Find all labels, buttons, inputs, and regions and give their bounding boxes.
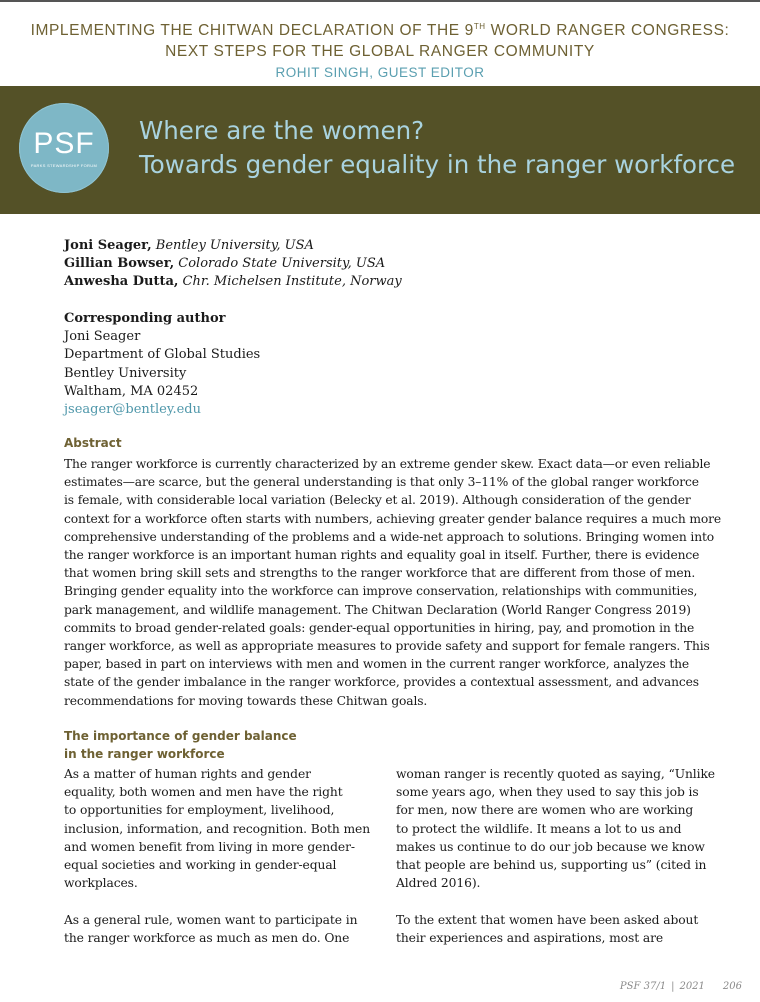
corresponding-author-heading: Corresponding author [64,311,226,326]
footer-volume: 37/1 [643,981,667,992]
article-title [139,114,735,182]
body-line: to protect the wildlife. It means a lot to us and [396,821,682,836]
body-line: To the extent that women have been asked about [396,913,699,927]
page-number: 206 [722,981,742,992]
email-link[interactable]: jseager@bentley.edu [64,402,201,418]
top-rule [0,0,760,2]
author-affiliation: Colorado State University, USA [178,256,386,271]
article-title-line1: Where are the women? [139,116,425,145]
psf-logo [19,103,109,193]
abstract-line: Bringing gender equality into the workforce can improve conservation, relationships with communities, [64,584,698,599]
series-title-line2: NEXT STEPS FOR THE GLOBAL RANGER COMMUNITY [165,43,595,60]
author-entry [64,237,402,255]
abstract-line: estimates—are scarce, but the general understanding is that only 3–11% of the global ranger workforce [64,475,699,490]
abstract-line: park management, and wildlife management. The Chitwan Declaration (World Ranger Congress 2019) [64,602,691,617]
footer-journal: PSF [619,981,641,992]
abstract-line: paper, based in part on interviews with men and women in the current ranger workforce, analyzes the [64,657,690,672]
body-line: equality, both women and men have the right [64,785,343,800]
body-line: woman ranger is recently quoted as saying, “Unlike [396,767,715,781]
series-title-superscript: TH [473,22,486,31]
series-title-part1: IMPLEMENTING THE CHITWAN DECLARATION OF THE 9 [30,22,474,39]
body-line: that people are behind us, supporting us” (cited in [396,858,707,873]
author-name: Anwesha Dutta, [64,274,179,289]
guest-editor: ROHIT SINGH, GUEST EDITOR [275,65,485,80]
author-affiliation: Bentley University, USA [155,238,314,253]
body-line: some years ago, when they used to say this job is [396,785,699,800]
author-name: Joni Seager, [64,238,152,253]
author-affiliation: Chr. Michelsen Institute, Norway [182,274,402,289]
series-title-part2: WORLD RANGER CONGRESS: [485,22,730,39]
body-line: their experiences and aspirations, most are [396,931,664,946]
series-header [0,16,760,83]
section-heading-line1: The importance of gender balance [64,729,297,743]
title-banner [0,86,760,214]
body-line: for men, now there are women who are working [396,803,694,818]
abstract-line: context for a workforce often starts with numbers, achieving greater gender balance requires a much more [64,511,722,526]
body-line: the ranger workforce as much as men do. One [64,931,350,946]
corresponding-line: Joni Seager [64,329,141,345]
body-line: and women benefit from living in more gender- [64,839,355,854]
logo-text: PSF [33,127,95,160]
abstract-line: ranger workforce, as well as appropriate measures to provide safety and support for female rangers. This [64,639,710,654]
series-title-line1 [0,16,760,41]
body-line: As a matter of human rights and gender [64,767,311,781]
author-entry [64,255,402,273]
abstract-line: The ranger workforce is currently characterized by an extreme gender skew. Exact data—or even reliable [64,457,711,471]
author-name: Gillian Bowser, [64,256,175,271]
abstract-line: is female, with considerable local variation (Belecky et al. 2019). Although consideration of the gender [64,493,691,508]
footer-separator: | [671,981,675,992]
column-left-paragraph1 [64,765,370,892]
abstract-heading: Abstract [64,436,122,450]
body-line: workplaces. [64,876,138,891]
author-entry [64,273,402,291]
page-footer [620,981,742,992]
body-line: equal societies and working in gender-equal [64,858,337,873]
column-right-paragraph2 [396,911,698,947]
section-heading [64,727,297,763]
footer-year: 2021 [679,981,705,992]
section-heading-line2: in the ranger workforce [64,747,225,761]
body-line: Aldred 2016). [396,876,481,891]
corresponding-author-block [64,310,260,419]
abstract-line: the ranger workforce is an important human rights and equality goal in itself. Further, there is evidence [64,548,700,563]
column-right-paragraph1 [396,765,715,892]
logo-subtext: PARKS STEWARDSHIP FORUM [30,163,98,168]
body-line: inclusion, information, and recognition. Both men [64,821,371,836]
article-title-line2: Towards gender equality in the ranger workforce [139,150,736,179]
body-line: to opportunities for employment, livelihood, [64,803,335,818]
author-list [64,237,402,291]
column-left-paragraph2 [64,911,357,947]
abstract-body [64,455,722,710]
body-line: As a general rule, women want to participate in [64,913,358,927]
abstract-line: that women bring skill sets and strengths to the ranger workforce that are different from those of men. [64,566,696,581]
corresponding-line: Department of Global Studies [64,347,261,363]
corresponding-line: Bentley University [64,365,187,381]
corresponding-line: Waltham, MA 02452 [64,383,199,399]
abstract-line: commits to broad gender-related goals: gender-equal opportunities in hiring, pay, and promotion in the [64,620,695,635]
body-line: makes us continue to do our job because we know [396,839,705,854]
abstract-line: state of the gender imbalance in the ranger workforce, provides a contextual assessment, and advances [64,675,699,690]
abstract-line: recommendations for moving towards these Chitwan goals. [64,693,428,708]
abstract-line: comprehensive understanding of the problems and a wide-net approach to solutions. Bringing women into [64,529,715,544]
